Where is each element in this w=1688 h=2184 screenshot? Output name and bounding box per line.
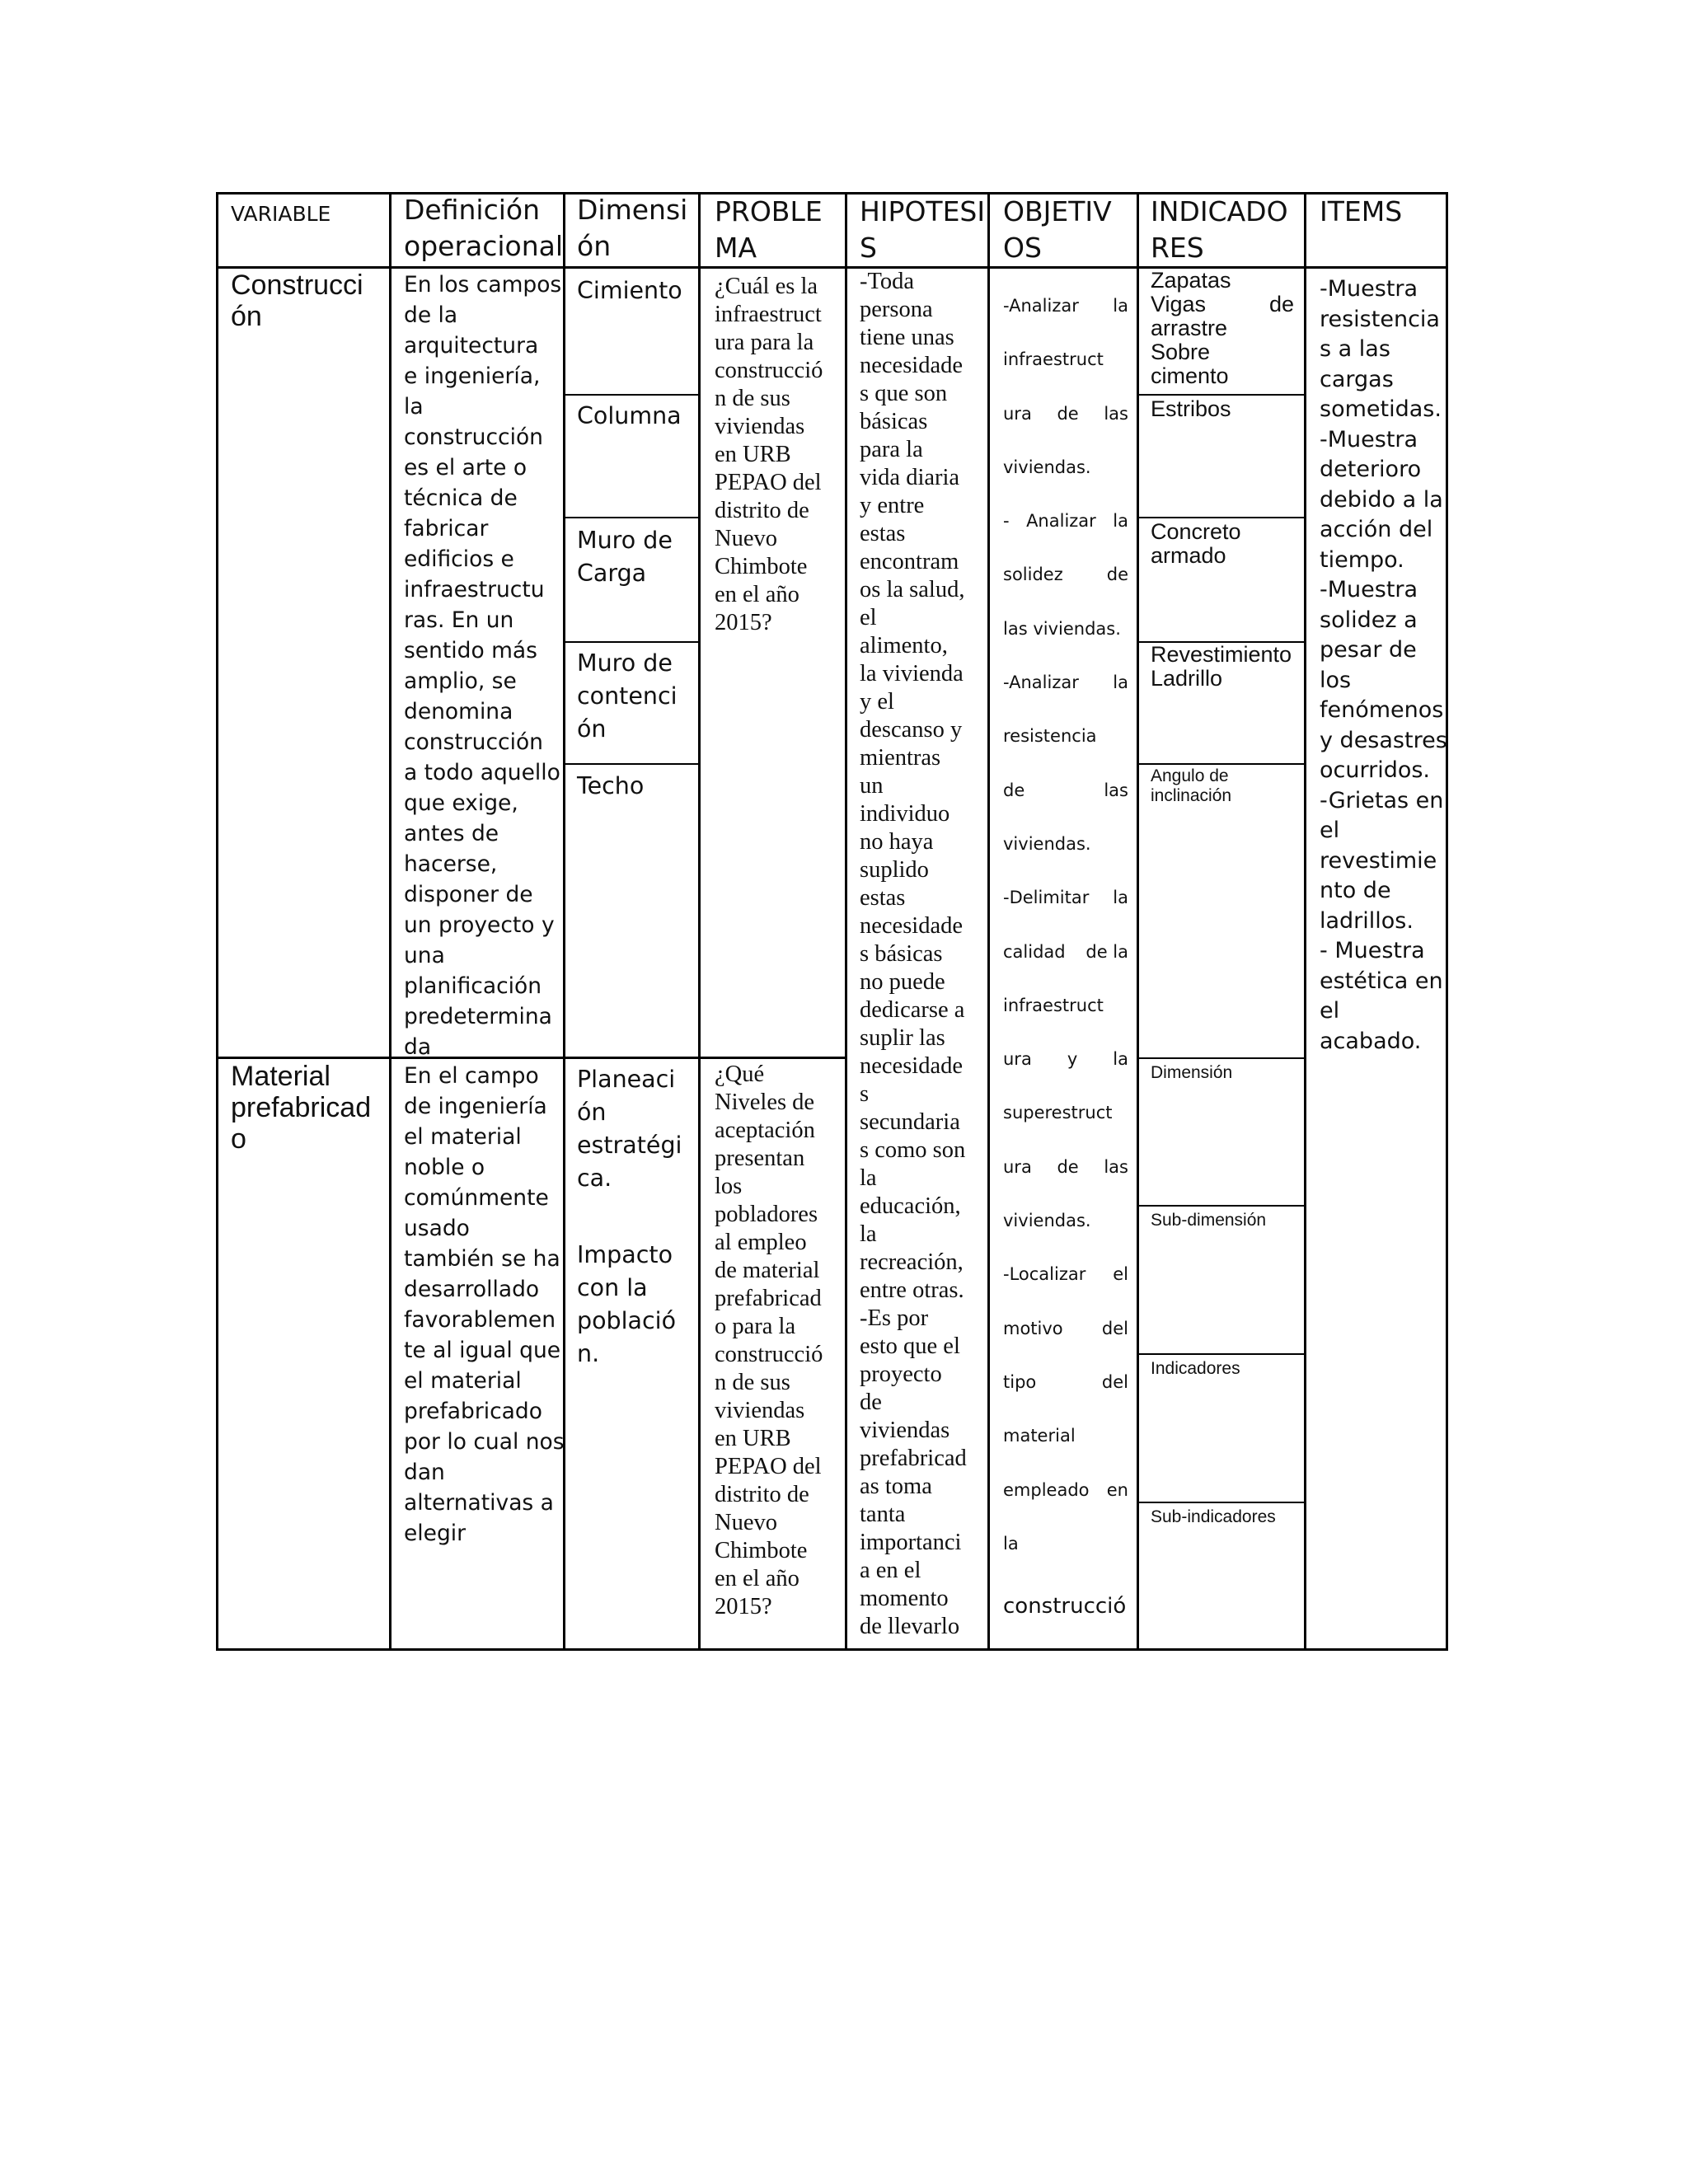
items-text: -Muestra resistencia s a las cargas sometidas. -Muestra deterioro debido a la acción del tiempo. -Muestra solidez a pesar de los fenómenos y desastres ocurridos. -Grietas en el revestimie nto de ladrillos. - Muestra estética en el acabado. [1320, 276, 1447, 1054]
indicador-concreto-armado: Concreto armado [1151, 519, 1241, 568]
objetivo-line [1003, 403, 1128, 457]
objetivo-word: la [1113, 888, 1128, 908]
header-hipotesis: HIPOTESI S [860, 195, 986, 264]
objetivo-word: del [1101, 1371, 1128, 1392]
objetivo-line [1003, 833, 1128, 887]
objetivo-word: ura [1003, 1156, 1032, 1177]
objetivo-word: y [1067, 1049, 1078, 1070]
dimension-divider [563, 517, 701, 518]
objetivo-word: empleado [1003, 1479, 1090, 1500]
dimension-techo: Techo [577, 772, 645, 799]
objetivo-word: ura [1003, 403, 1032, 424]
objetivo-word: de [1003, 780, 1025, 800]
objetivo-line [1003, 1425, 1128, 1479]
objetivo-word: -Localizar [1003, 1264, 1086, 1285]
objetivo-line [1003, 295, 1128, 349]
indicator-divider [1137, 1353, 1306, 1355]
objetivo-word: material [1003, 1426, 1076, 1446]
objetivos-text [1003, 295, 1128, 1623]
objetivo-line [1003, 1533, 1128, 1586]
indicator-divider [1137, 1205, 1306, 1207]
indicator-divider [1137, 1057, 1306, 1059]
indicador-dimension: Dimensión [1151, 1063, 1233, 1082]
indicador-vigas-de: de [1269, 292, 1295, 316]
objetivo-line [1003, 1479, 1128, 1533]
indicador-vigas: Vigas [1151, 292, 1207, 316]
header-divider [216, 266, 1448, 269]
objetivo-word: Analizar [1026, 511, 1096, 532]
dimension-cimiento: Cimiento [577, 277, 682, 304]
col-line [1137, 192, 1139, 1651]
variable-material-prefabricado: Material prefabricad o [231, 1061, 372, 1155]
objetivo-word: la [1113, 673, 1128, 693]
table-border-bottom [216, 1648, 1448, 1651]
header-indicadores: INDICADO RES [1151, 195, 1288, 264]
dimension-divider [563, 641, 701, 643]
matriz-table [216, 192, 1448, 1651]
objetivo-word: la [1113, 511, 1128, 532]
objetivo-word: en [1106, 1479, 1128, 1500]
objetivo-line [1003, 995, 1128, 1048]
dimension-divider [563, 763, 701, 765]
col-line [987, 192, 990, 1651]
objetivo-word: superestruct [1003, 1103, 1113, 1123]
objetivo-word: resistencia [1003, 726, 1097, 747]
objetivos-lines [1003, 295, 1128, 1586]
objetivo-word: - [1003, 511, 1010, 532]
objetivo-word: -Delimitar [1003, 888, 1090, 908]
objetivo-line [1003, 618, 1128, 672]
dimension-muro-contencion: Muro de contenci ón [577, 649, 678, 743]
col-line [216, 192, 218, 1651]
objetivo-word: de [1057, 1156, 1079, 1177]
indicador-estribos: Estribos [1151, 396, 1231, 421]
objetivo-line [1003, 349, 1128, 402]
objetivo-word: la [1113, 1049, 1128, 1070]
objetivo-word: viviendas. [1003, 457, 1091, 477]
objetivo-word: tipo [1003, 1371, 1037, 1392]
col-line [845, 192, 847, 1651]
dimension-impacto-poblacion: Impacto con la població n. [577, 1241, 677, 1367]
indicador-indicadores: Indicadores [1151, 1359, 1240, 1378]
variable-construccion: Construcci ón [231, 269, 363, 332]
header-objetivos: OBJETIV OS [1003, 195, 1112, 264]
dimension-columna: Columna [577, 402, 682, 429]
objetivo-line [1003, 1263, 1128, 1317]
indicador-zapatas: Zapatas [1151, 268, 1231, 293]
objetivo-word: infraestruct [1003, 995, 1104, 1015]
indicator-divider [1137, 394, 1306, 396]
indicador-angulo: Angulo de inclinación [1151, 766, 1232, 805]
hipotesis-text: -Toda persona tiene unas necesidade s que son básicas para la vida diaria y entre estas encontram os la salud, el alimento, la vivienda y el descanso y mientras un individuo no haya suplido estas necesidade s básicas no puede dedicarse a suplir las necesidade s secundaria s como son la educación, la recreación, entre otras. -Es por esto que el proyecto de viviendas prefabricad as toma tanta importanci a en el momento de llevarlo [860, 269, 967, 1639]
objetivo-word: calidad [1003, 941, 1066, 962]
objetivo-line [1003, 941, 1128, 995]
objetivo-word: del [1101, 1318, 1128, 1338]
indicador-sub-dimension: Sub-dimensión [1151, 1211, 1267, 1230]
objetivo-line [1003, 780, 1128, 833]
objetivo-word: las [1104, 403, 1128, 424]
problema-construccion: ¿Cuál es la infraestruct ura para la construcció n de sus viviendas en URB PEPAO del distrito de Nuevo Chimbote en el año 2015? [715, 274, 823, 635]
objetivo-line [1003, 1102, 1128, 1155]
objetivo-word: las [1104, 1156, 1128, 1177]
objetivo-line [1003, 672, 1128, 725]
indicador-arrastre-sobrecimento: arrastre Sobre cimento [1151, 316, 1229, 388]
objetivo-line [1003, 510, 1128, 564]
objetivos-last-line: construcció [1003, 1594, 1127, 1619]
header-items: ITEMS [1320, 195, 1403, 227]
definicion-material-prefabricado: En el campo de ingeniería el material noble o comúnmente usado también se ha desarrollado favorablemen te al igual que el material prefabricado por lo cual nos dan alternativas a elegir [404, 1063, 565, 1546]
objetivo-word: de la [1085, 941, 1128, 962]
objetivo-word: solidez [1003, 565, 1063, 585]
definicion-construccion: En los campos de la arquitectura e ingeniería, la construcción es el arte o técnica de fabricar edificios e infraestructu ras. En un sentido más amplio, se denomina construcción a todo aquello que exige, antes de hacerse, disponer de un proyecto y una planificación predetermina da [404, 272, 562, 1060]
objetivo-word: ura [1003, 1049, 1032, 1070]
objetivo-line [1003, 1048, 1128, 1102]
objetivo-word: viviendas. [1003, 1211, 1091, 1231]
objetivo-line [1003, 1371, 1128, 1425]
dimension-divider [563, 394, 701, 396]
objetivo-word: motivo [1003, 1318, 1063, 1338]
objetivo-word: las [1104, 780, 1128, 800]
objetivo-word: el [1113, 1264, 1128, 1285]
problema-material-prefabricado: ¿Qué Niveles de aceptación presentan los pobladores al empleo de material prefabricad o para la construcció n de sus viviendas en URB PEPAO del distrito de Nuevo Chimbote en el año 2015? [715, 1062, 823, 1619]
objetivo-word: las viviendas. [1003, 618, 1121, 639]
objetivo-line [1003, 457, 1128, 510]
header-variable: VARIABLE [231, 202, 331, 226]
objetivo-line [1003, 1318, 1128, 1371]
objetivo-line [1003, 725, 1128, 779]
objetivo-word: de [1106, 565, 1128, 585]
col-line [698, 192, 701, 1651]
objetivo-word: viviendas. [1003, 833, 1091, 854]
header-definicion: Definición operacional [404, 194, 564, 262]
col-line [1304, 192, 1306, 1651]
indicator-divider [1137, 1502, 1306, 1503]
objetivo-line [1003, 564, 1128, 617]
header-problema: PROBLE MA [715, 195, 823, 264]
objetivo-line [1003, 1210, 1128, 1263]
objetivo-line [1003, 1156, 1128, 1210]
dimension-planeacion-estrategica: Planeaci ón estratégi ca. [577, 1066, 682, 1192]
dimension-muro-carga: Muro de Carga [577, 527, 673, 587]
objetivo-word: infraestruct [1003, 349, 1104, 370]
indicator-divider [1137, 517, 1306, 518]
objetivo-word: -Analizar [1003, 673, 1079, 693]
objetivo-line [1003, 887, 1128, 940]
indicador-sub-indicadores: Sub-indicadores [1151, 1507, 1276, 1526]
indicator-divider [1137, 763, 1306, 765]
indicador-revestimiento: Revestimiento Ladrillo [1151, 642, 1292, 691]
objetivo-word: de [1057, 403, 1079, 424]
objetivo-word: la [1113, 296, 1128, 316]
col-line [389, 192, 392, 1651]
header-dimension: Dimensi ón [577, 194, 688, 262]
objetivo-word: la [1003, 1533, 1019, 1554]
objetivo-word: -Analizar [1003, 296, 1079, 316]
